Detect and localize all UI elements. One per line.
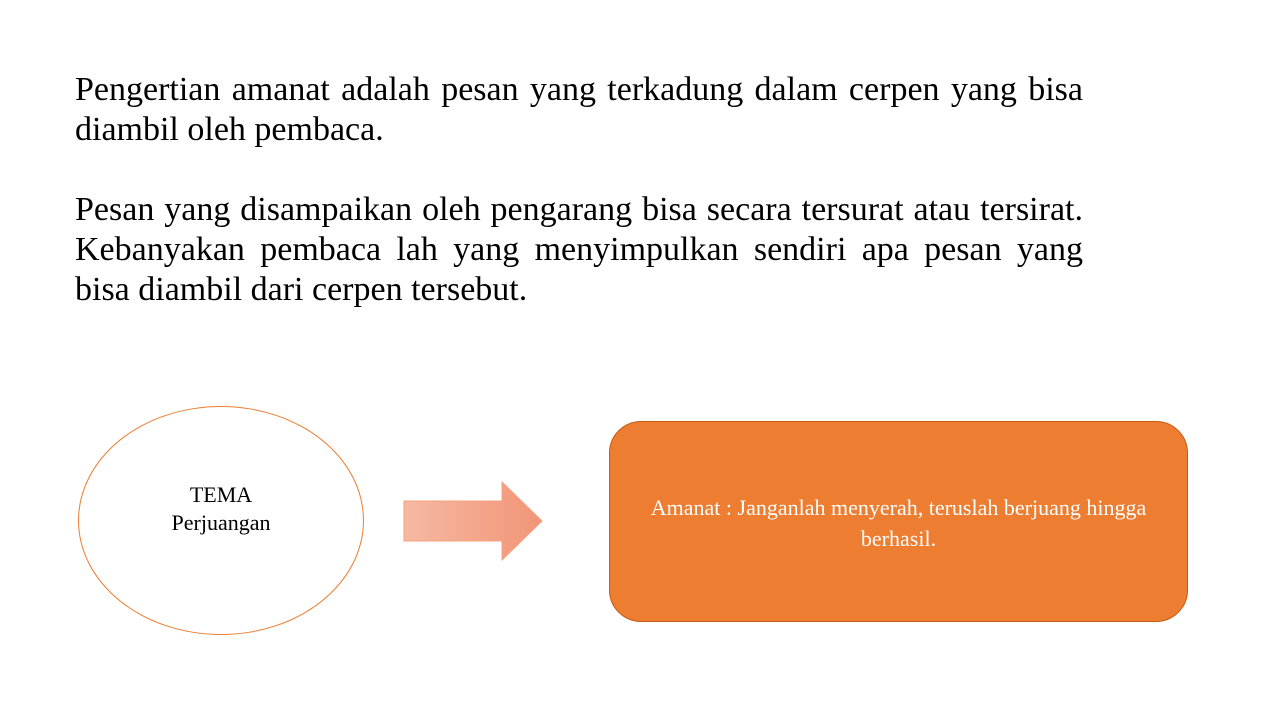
message-box: [609, 421, 1188, 622]
right-arrow-icon: [403, 481, 543, 561]
body-text: [75, 70, 1083, 310]
theme-circle: [78, 406, 364, 635]
theme-label: TEMA: [189, 481, 253, 507]
paragraph-definition: Pengertian amanat adalah pesan yang terkadung dalam cerpen yang bisa diambil oleh pembaca.: [75, 71, 1083, 148]
paragraph-message: Pesan yang disampaikan oleh pengarang bisa secara tersurat atau tersirat. Kebanyakan pembaca lah yang menyimpulkan sendiri apa pesan yang bisa diambil dari cerpen tersebut.: [75, 191, 1083, 308]
message-text: Amanat : Janganlah menyerah, teruslah berjuang hingga berhasil.: [650, 495, 1147, 551]
theme-value: Perjuangan: [171, 509, 271, 535]
